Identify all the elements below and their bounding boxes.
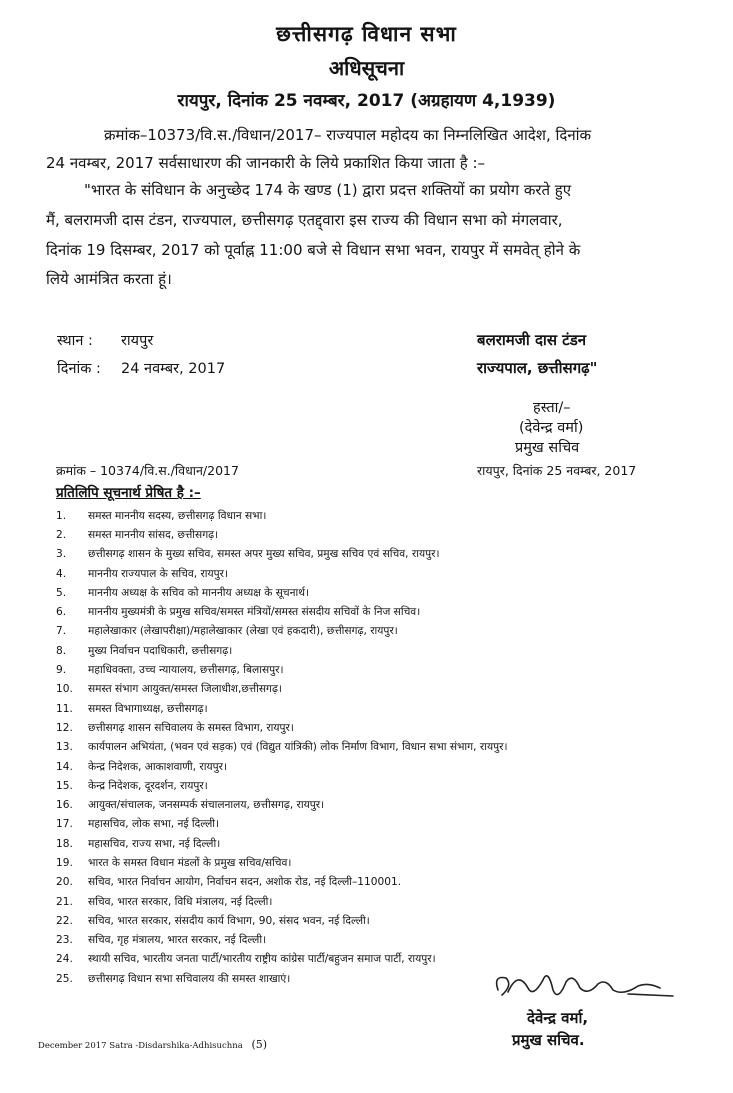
copy-dateline: रायपुर, दिनांक 25 नवम्बर, 2017 — [477, 463, 637, 478]
item-text: माननीय मुख्यमंत्री के प्रमुख सचिव/समस्त मंत्रियों/समस्त संसदीय सचिवों के निज सचिव। — [88, 606, 421, 619]
item-number: 22. — [56, 914, 73, 927]
footer-note — [38, 1038, 267, 1051]
item-number: 2. — [56, 528, 67, 541]
place-label: स्थान : — [57, 333, 93, 349]
item-number: 23. — [56, 934, 73, 947]
item-number: 12. — [56, 721, 73, 734]
item-number: 1. — [56, 509, 67, 522]
footer-text: December 2017 Satra -Disdarshika-Adhisuchna — [38, 1041, 243, 1051]
item-number: 10. — [56, 683, 73, 696]
list-item — [56, 525, 507, 544]
list-item — [56, 699, 507, 718]
list-item — [56, 660, 507, 679]
list-item — [56, 873, 507, 892]
item-number: 3. — [56, 548, 67, 561]
item-text: सचिव, गृह मंत्रालय, भारत सरकार, नई दिल्ली। — [88, 934, 267, 947]
item-text: महासचिव, राज्य सभा, नई दिल्ली। — [88, 837, 221, 850]
item-number: 6. — [56, 606, 67, 619]
item-text: मुख्य निर्वाचन पदाधिकारी, छत्तीसगढ़। — [88, 644, 233, 657]
handwritten-signature — [488, 960, 688, 1010]
item-text: समस्त विभागाध्यक्ष, छत्तीसगढ़। — [88, 702, 208, 715]
assembly-title: छत्तीसगढ़ विधान सभा — [276, 22, 457, 46]
item-text: स्थायी सचिव, भारतीय जनता पार्टी/भारतीय राष्ट्रीय कांग्रेस पार्टी/बहुजन समाज पार्टी, रायपुर। — [88, 953, 436, 966]
list-item — [56, 834, 507, 853]
list-item — [56, 680, 507, 699]
item-text: समस्त माननीय सदस्य, छत्तीसगढ़ विधान सभा। — [88, 509, 267, 522]
list-item — [56, 853, 507, 872]
item-number: 8. — [56, 644, 67, 657]
list-item — [56, 795, 507, 814]
list-item — [56, 506, 507, 525]
order-line-3: दिनांक 19 दिसम्बर, 2017 को पूर्वाह्न 11:00 बजे से विधान सभा भवन, रायपुर में समवेत् होने के — [46, 241, 581, 259]
notification-heading: अधिसूचना — [328, 56, 405, 80]
list-item — [56, 892, 507, 911]
item-text: सचिव, भारत सरकार, विधि मंत्रालय, नई दिल्ली। — [88, 895, 273, 908]
secretary-name: (देवेन्द्र वर्मा) — [519, 420, 584, 436]
item-number: 5. — [56, 586, 67, 599]
order-line-2: मैं, बलरामजी दास टंडन, राज्यपाल, छत्तीसगढ़ एतद्द्वारा इस राज्य की विधान सभा को मंगलवार, — [46, 211, 563, 229]
notice-line-1: क्रमांक–10373/वि.स./विधान/2017– राज्यपाल महोदय का निम्नलिखित आदेश, दिनांक — [104, 126, 592, 144]
item-text: छत्तीसगढ़ शासन के मुख्य सचिव, समस्त अपर मुख्य सचिव, प्रमुख सचिव एवं सचिव, रायपुर। — [88, 548, 440, 561]
list-item — [56, 911, 507, 930]
list-item — [56, 583, 507, 602]
signed-mark: हस्ता/– — [533, 400, 571, 416]
item-number: 21. — [56, 895, 73, 908]
list-item — [56, 622, 507, 641]
list-item — [56, 602, 507, 621]
item-text: महाधिवक्ता, उच्च न्यायालय, छत्तीसगढ़, बिलासपुर। — [88, 664, 284, 677]
item-number: 20. — [56, 876, 73, 889]
item-number: 14. — [56, 760, 73, 773]
list-item — [56, 969, 507, 988]
item-text: माननीय अध्यक्ष के सचिव को माननीय अध्यक्ष के सूचनार्थ। — [88, 586, 309, 599]
item-number: 13. — [56, 741, 73, 754]
item-text: कार्यपालन अभियंता, (भवन एवं सड़क) एवं (विद्युत यांत्रिकी) लोक निर्माण विभाग, विधान सभा संभाग, रायपुर। — [88, 741, 508, 754]
governor-name: बलरामजी दास टंडन — [477, 331, 587, 349]
order-line-1: "भारत के संविधान के अनुच्छेद 174 के खण्ड (1) द्वारा प्रदत्त शक्तियों का प्रयोग करते हुए — [84, 181, 572, 199]
page-number: (5) — [251, 1038, 268, 1051]
copy-heading: प्रतिलिपि सूचनार्थ प्रेषित है :– — [56, 485, 201, 501]
recipient-list — [56, 506, 507, 988]
item-text: सचिव, भारत सरकार, संसदीय कार्य विभाग, 90, संसद भवन, नई दिल्ली। — [88, 914, 370, 927]
item-text: महालेखाकार (लेखापरीक्षा)/महालेखाकार (लेखा एवं हकदारी), छत्तीसगढ़, रायपुर। — [88, 625, 398, 638]
closing-name: देवेन्द्र वर्मा, — [527, 1009, 589, 1027]
item-number: 9. — [56, 664, 67, 677]
item-number: 15. — [56, 779, 73, 792]
item-text: केन्द्र निदेशक, दूरदर्शन, रायपुर। — [88, 779, 208, 792]
item-text: समस्त संभाग आयुक्त/समस्त जिलाधीश,छत्तीसगढ़। — [88, 683, 282, 696]
item-text: महासचिव, लोक सभा, नई दिल्ली। — [88, 818, 220, 831]
item-number: 11. — [56, 702, 73, 715]
list-item — [56, 718, 507, 737]
item-text: सचिव, भारत निर्वाचन आयोग, निर्वाचन सदन, अशोक रोड, नई दिल्ली–110001. — [88, 876, 402, 889]
notice-line-2: 24 नवम्बर, 2017 सर्वसाधारण की जानकारी के लिये प्रकाशित किया जाता है :– — [46, 154, 486, 172]
item-text: माननीय राज्यपाल के सचिव, रायपुर। — [88, 567, 229, 580]
item-text: छत्तीसगढ़ विधान सभा सचिवालय की समस्त शाखाएं। — [88, 972, 291, 985]
item-text: आयुक्त/संचालक, जनसम्पर्क संचालनालय, छत्तीसगढ़, रायपुर। — [88, 799, 325, 812]
list-item — [56, 950, 507, 969]
governor-title: राज्यपाल, छत्तीसगढ़" — [477, 359, 598, 377]
list-item — [56, 564, 507, 583]
list-item — [56, 931, 507, 950]
item-number: 16. — [56, 799, 73, 812]
list-item — [56, 776, 507, 795]
list-item — [56, 545, 507, 564]
item-text: छत्तीसगढ़ शासन सचिवालय के समस्त विभाग, रायपुर। — [88, 721, 294, 734]
item-text: समस्त माननीय सांसद, छत्तीसगढ़। — [88, 528, 219, 541]
item-text: भारत के समस्त विधान मंडलों के प्रमुख सचिव/सचिव। — [88, 856, 292, 869]
item-number: 25. — [56, 972, 73, 985]
item-number: 19. — [56, 856, 73, 869]
list-item — [56, 757, 507, 776]
dateline: रायपुर, दिनांक 25 नवम्बर, 2017 (अग्रहायण 4,1939) — [177, 91, 556, 111]
list-item — [56, 641, 507, 660]
list-item — [56, 738, 507, 757]
item-number: 7. — [56, 625, 67, 638]
item-text: केन्द्र निदेशक, आकाशवाणी, रायपुर। — [88, 760, 227, 773]
item-number: 4. — [56, 567, 67, 580]
copy-reference-number: क्रमांक – 10374/वि.स./विधान/2017 — [56, 463, 239, 478]
item-number: 24. — [56, 953, 73, 966]
list-item — [56, 815, 507, 834]
date-value: 24 नवम्बर, 2017 — [121, 361, 226, 377]
secretary-title: प्रमुख सचिव — [515, 440, 580, 456]
item-number: 17. — [56, 818, 73, 831]
date-label: दिनांक : — [57, 361, 101, 377]
order-line-4: लिये आमंत्रित करता हूं। — [46, 270, 172, 288]
item-number: 18. — [56, 837, 73, 850]
closing-title: प्रमुख सचिव. — [512, 1031, 585, 1049]
place-value: रायपुर — [121, 333, 154, 349]
